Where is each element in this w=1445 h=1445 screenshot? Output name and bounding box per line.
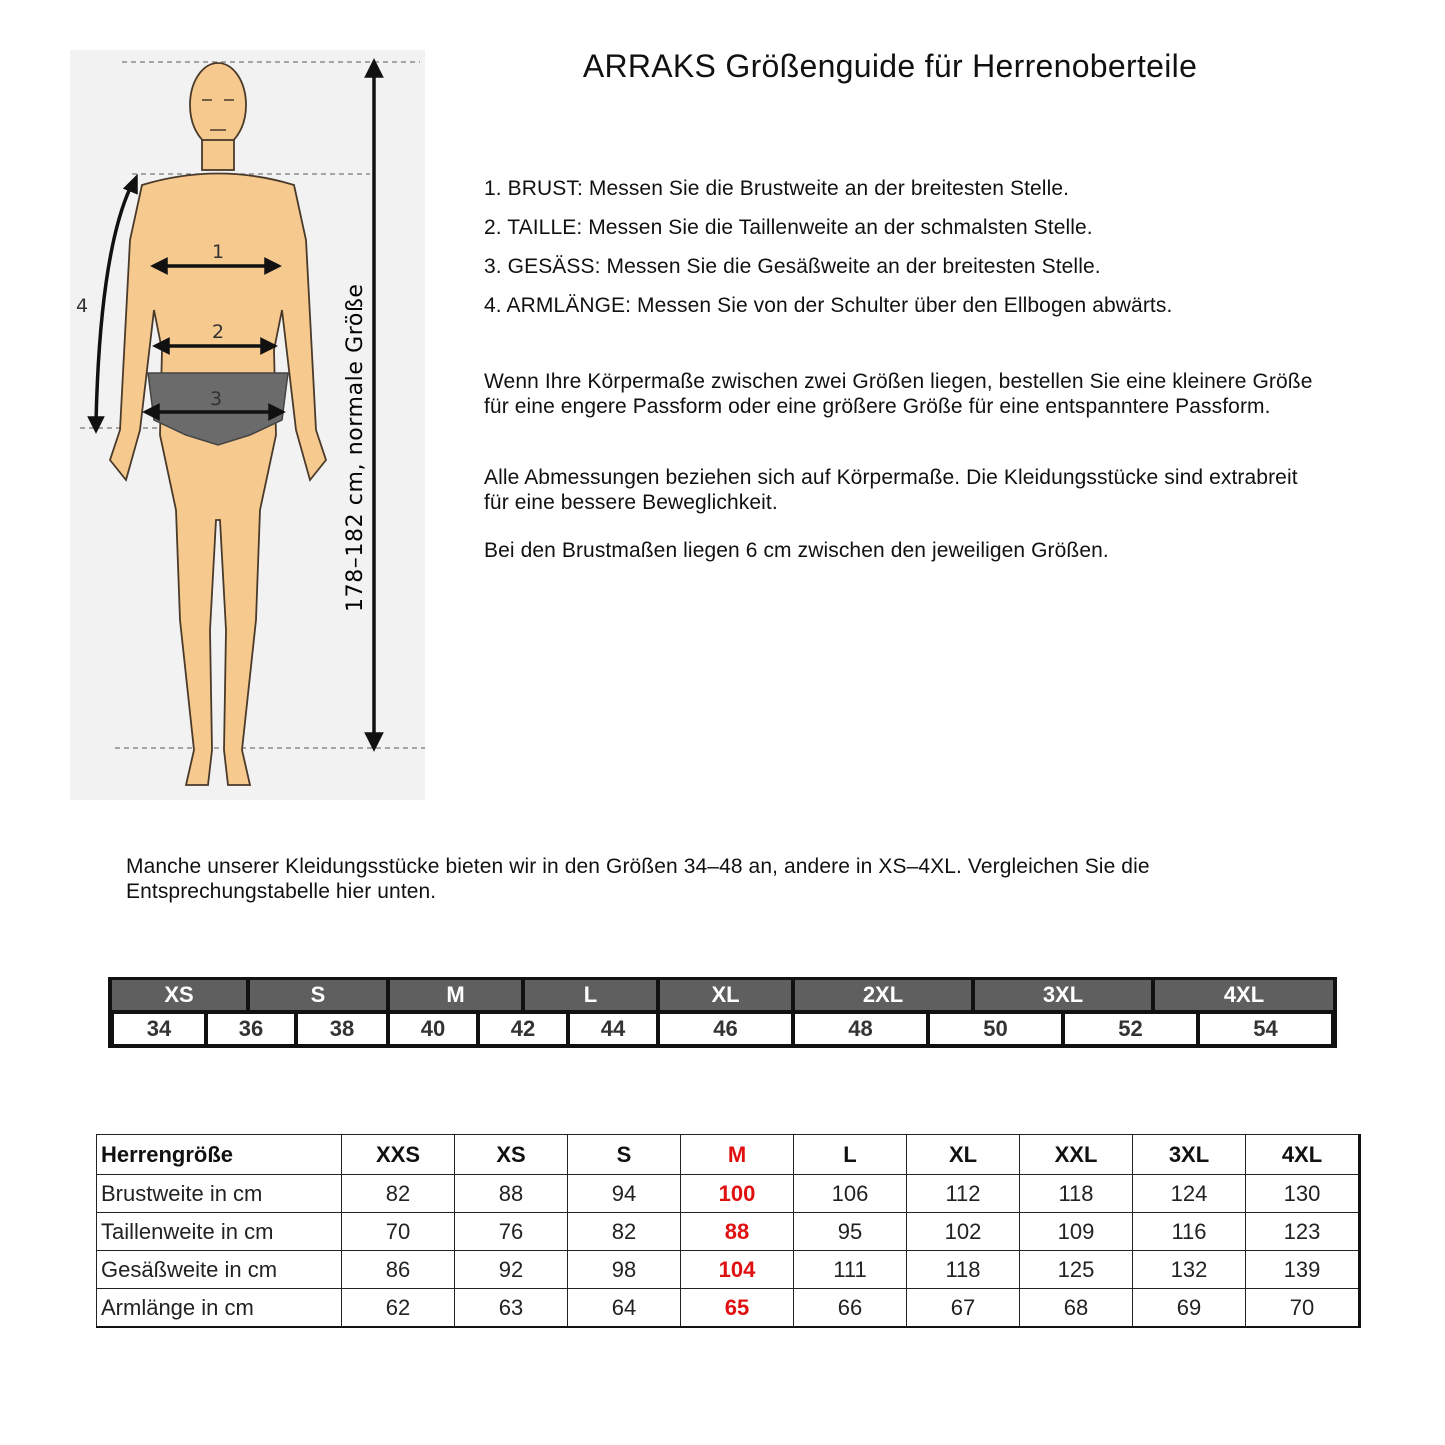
table-cell-highlighted: 104 [681, 1251, 794, 1289]
number-size-cell: 44 [570, 1014, 656, 1044]
size-header: XXS [342, 1135, 455, 1175]
table-cell: 123 [1246, 1213, 1360, 1251]
letter-size-cell: XL [660, 980, 791, 1010]
table-cell: 118 [1020, 1175, 1133, 1213]
height-label: 178–182 cm, normale Größe [343, 283, 368, 612]
number-size-cell: 34 [114, 1014, 204, 1044]
note-chest-step: Bei den Brustmaßen liegen 6 cm zwischen den jeweiligen Größen. [484, 539, 1109, 562]
instruction-hip: 3. GESÄSS: Messen Sie die Gesäßweite an der breitesten Stelle. [484, 255, 1101, 278]
table-cell: 98 [568, 1251, 681, 1289]
number-size-cell: 40 [390, 1014, 476, 1044]
body-measurement-figure [70, 50, 430, 800]
table-cell: 130 [1246, 1175, 1360, 1213]
table-cell: 66 [794, 1289, 907, 1328]
table-cell: 70 [342, 1213, 455, 1251]
row-label: Armlänge in cm [97, 1289, 342, 1328]
marker-3: 3 [210, 388, 223, 410]
table-cell: 95 [794, 1213, 907, 1251]
table-cell: 102 [907, 1213, 1020, 1251]
table-cell: 76 [455, 1213, 568, 1251]
letter-size-cell: 3XL [975, 980, 1151, 1010]
table-cell: 118 [907, 1251, 1020, 1289]
number-size-cell: 42 [480, 1014, 566, 1044]
body-diagram [70, 50, 430, 800]
instruction-waist: 2. TAILLE: Messen Sie die Taillenweite an der schmalsten Stelle. [484, 216, 1093, 239]
table-cell: 63 [455, 1289, 568, 1328]
table-row-arm [97, 1289, 1360, 1328]
size-header: XS [455, 1135, 568, 1175]
table-row-hip [97, 1251, 1360, 1289]
size-header: 3XL [1133, 1135, 1246, 1175]
table-cell: 82 [568, 1213, 681, 1251]
number-size-cell: 46 [660, 1014, 791, 1044]
row-label: Gesäßweite in cm [97, 1251, 342, 1289]
table-cell: 111 [794, 1251, 907, 1289]
conversion-intro: Manche unserer Kleidungsstücke bieten wir in den Größen 34–48 an, andere in XS–4XL. Vergleichen Sie die Entsprechungstabelle hier unten. [126, 855, 1150, 903]
marker-2: 2 [212, 321, 225, 343]
table-cell: 125 [1020, 1251, 1133, 1289]
instruction-arm: 4. ARMLÄNGE: Messen Sie von der Schulter über den Ellbogen abwärts. [484, 294, 1173, 317]
table-cell: 68 [1020, 1289, 1133, 1328]
number-size-cell: 48 [795, 1014, 926, 1044]
table-cell-highlighted: 100 [681, 1175, 794, 1213]
marker-1: 1 [212, 241, 225, 263]
table-cell: 67 [907, 1289, 1020, 1328]
letter-size-cell: M [390, 980, 521, 1010]
number-size-cell: 38 [298, 1014, 386, 1044]
table-cell-highlighted: 88 [681, 1213, 794, 1251]
table-cell-highlighted: 65 [681, 1289, 794, 1328]
row-label: Brustweite in cm [97, 1175, 342, 1213]
number-size-cell: 50 [930, 1014, 1061, 1044]
size-conversion-table [108, 977, 1337, 1048]
table-cell: 106 [794, 1175, 907, 1213]
size-header-highlighted: M [681, 1135, 794, 1175]
table-header-row [97, 1135, 1360, 1175]
note-body-measures: Alle Abmessungen beziehen sich auf Körpermaße. Die Kleidungsstücke sind extrabreit für eine bessere Beweglichkeit. [484, 466, 1298, 514]
header-label: Herrengröße [97, 1135, 342, 1175]
table-cell: 64 [568, 1289, 681, 1328]
table-cell: 116 [1133, 1213, 1246, 1251]
table-cell: 82 [342, 1175, 455, 1213]
size-header: L [794, 1135, 907, 1175]
marker-4: 4 [76, 295, 89, 317]
number-size-cell: 36 [208, 1014, 294, 1044]
page-title: ARRAKS Größenguide für Herrenoberteile [582, 48, 1198, 84]
note-between-sizes: Wenn Ihre Körpermaße zwischen zwei Größen liegen, bestellen Sie eine kleinere Größe für eine engere Passform oder eine größere Größe für eine entspanntere Passform. [484, 370, 1313, 418]
size-header: S [568, 1135, 681, 1175]
measurement-table [96, 1134, 1361, 1328]
table-cell: 86 [342, 1251, 455, 1289]
table-row-waist [97, 1213, 1360, 1251]
letter-size-cell: L [525, 980, 656, 1010]
size-header: XXL [1020, 1135, 1133, 1175]
instruction-chest: 1. BRUST: Messen Sie die Brustweite an der breitesten Stelle. [484, 177, 1070, 200]
table-cell: 88 [455, 1175, 568, 1213]
table-cell: 124 [1133, 1175, 1246, 1213]
measurement-instructions [484, 176, 1384, 332]
size-header: 4XL [1246, 1135, 1360, 1175]
table-cell: 92 [455, 1251, 568, 1289]
table-cell: 132 [1133, 1251, 1246, 1289]
table-cell: 70 [1246, 1289, 1360, 1328]
table-cell: 139 [1246, 1251, 1360, 1289]
number-size-cell: 54 [1200, 1014, 1331, 1044]
table-cell: 109 [1020, 1213, 1133, 1251]
table-cell: 112 [907, 1175, 1020, 1213]
table-cell: 62 [342, 1289, 455, 1328]
table-cell: 69 [1133, 1289, 1246, 1328]
table-row-chest [97, 1175, 1360, 1213]
number-size-cell: 52 [1065, 1014, 1196, 1044]
letter-size-cell: 2XL [795, 980, 971, 1010]
letter-size-cell: 4XL [1155, 980, 1333, 1010]
letter-size-cell: XS [112, 980, 246, 1010]
letter-size-cell: S [250, 980, 386, 1010]
size-header: XL [907, 1135, 1020, 1175]
table-cell: 94 [568, 1175, 681, 1213]
row-label: Taillenweite in cm [97, 1213, 342, 1251]
